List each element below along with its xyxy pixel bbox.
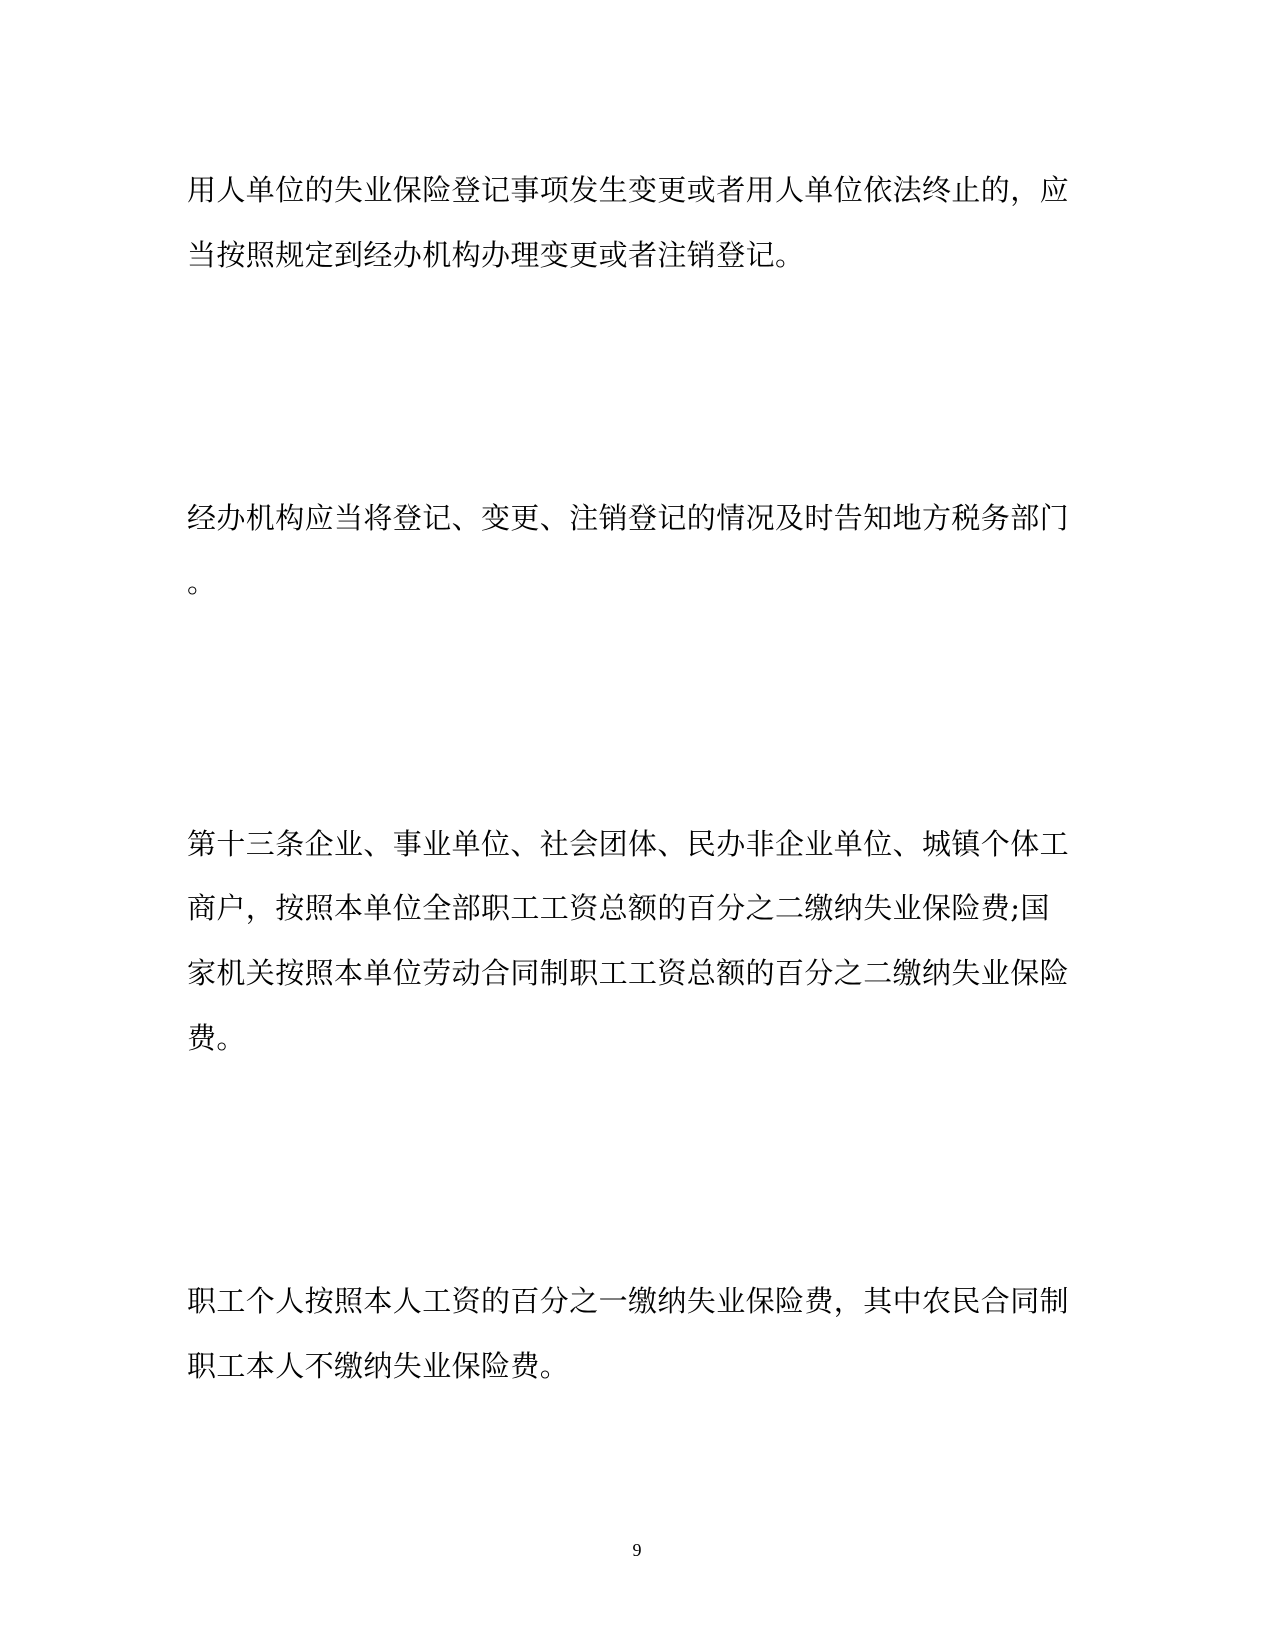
paragraph-line: 用人单位的失业保险登记事项发生变更或者用人单位依法终止的，应: [187, 173, 1070, 207]
paragraph-line: 商户，按照本单位全部职工工资总额的百分之二缴纳失业保险费;国: [187, 891, 1050, 925]
paragraph-line: 职工本人不缴纳失业保险费。: [187, 1349, 570, 1383]
paragraph-line: 费。: [187, 1021, 246, 1055]
paragraph-line: 当按照规定到经办机构办理变更或者注销登记。: [187, 238, 805, 272]
paragraph-line: 第十三条企业、事业单位、社会团体、民办非企业单位、城镇个体工: [187, 827, 1070, 861]
page-number: 9: [632, 1540, 642, 1560]
paragraph-line: 职工个人按照本人工资的百分之一缴纳失业保险费，其中农民合同制: [187, 1284, 1070, 1318]
paragraph-line: 家机关按照本单位劳动合同制职工工资总额的百分之二缴纳失业保险: [187, 956, 1070, 990]
paragraph-line: 。: [187, 565, 217, 599]
paragraph-line: 经办机构应当将登记、变更、注销登记的情况及时告知地方税务部门: [187, 501, 1070, 535]
